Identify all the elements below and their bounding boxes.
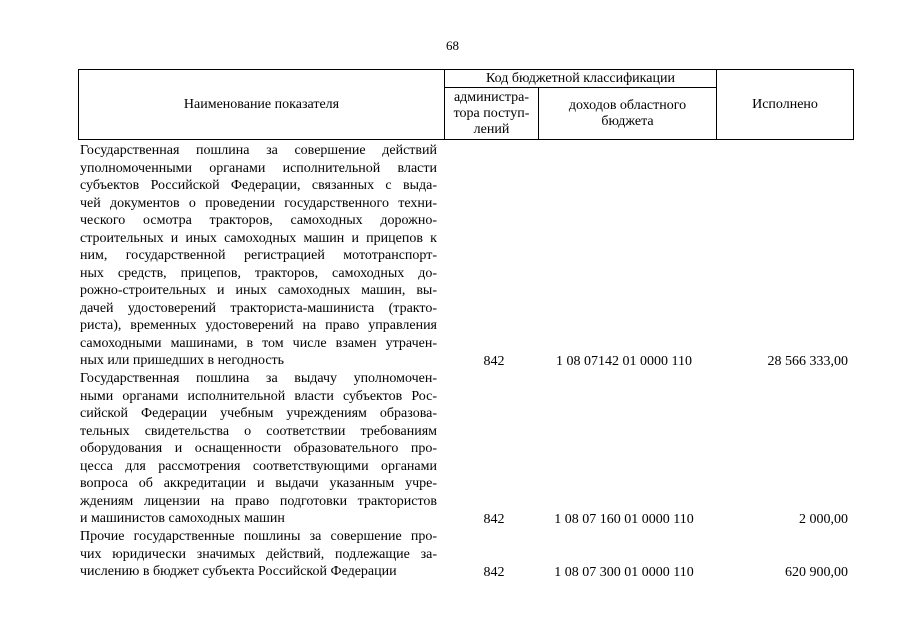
admin-code: 842: [483, 511, 505, 527]
revenue-code: 1 08 07 160 01 0000 110: [554, 511, 694, 527]
description-line: ческого осмотра тракторов, самоходных дорожно-: [80, 213, 437, 228]
header-name-col: Наименование показателя: [183, 96, 340, 112]
header-admin-col: [445, 88, 538, 139]
row-description: [80, 142, 437, 370]
table-row: [0, 142, 905, 370]
description-line: вопроса об аккредитации и выдачи указанным учре-: [80, 476, 437, 491]
description-line: ним, государственной регистрацией мототранспорт-: [80, 248, 437, 263]
description-line: Прочие государственные пошлины за совершение про-: [80, 529, 437, 544]
description-line: и машинистов самоходных машин: [80, 511, 285, 526]
header-revenue-line: бюджета: [601, 113, 654, 129]
description-line: рожно-строительных и иных самоходных машин, вы-: [80, 283, 437, 298]
description-line: Государственная пошлина за совершение действий: [80, 143, 437, 158]
header-budget-code-group: Код бюджетной классификации: [486, 70, 675, 86]
header-executed-col: Исполнено: [752, 96, 818, 112]
executed-value: 2 000,00: [799, 511, 848, 527]
table-row: [0, 370, 905, 528]
header-right-border: [853, 69, 854, 140]
description-line: цесса для рассмотрения соответствующими органами: [80, 458, 437, 474]
description-line: ными органами исполнительной власти субъектов Рос-: [80, 388, 437, 404]
revenue-code: 1 08 07 300 01 0000 110: [554, 564, 694, 580]
description-line: строительных и иных самоходных машин и прицепов к: [80, 230, 437, 246]
header-admin-line: администра-: [453, 89, 530, 105]
admin-code: 842: [483, 353, 505, 369]
header-admin-line: лений: [473, 121, 510, 137]
table-row: [0, 528, 905, 581]
description-line: субъектов Российской Федерации, связанных с выда-: [80, 178, 437, 193]
description-line: чих юридически значимых действий, подлежащие за-: [80, 546, 437, 562]
header-revenue-line: доходов областного: [568, 97, 687, 113]
revenue-code: 1 08 07142 01 0000 110: [556, 353, 692, 369]
row-description: [80, 528, 437, 581]
header-revenue-col: [539, 88, 716, 139]
header-bottom-border: [78, 139, 854, 140]
description-line: сийской Федерации учебным учреждениям образова-: [80, 406, 437, 421]
executed-value: 620 900,00: [785, 564, 848, 580]
executed-value: 28 566 333,00: [767, 353, 848, 369]
description-line: ных средств, прицепов, тракторов, самоходных до-: [80, 265, 437, 281]
description-line: чей документов о проведении государственного техни-: [80, 195, 437, 211]
description-line: дачей удостоверений тракториста-машиниста (тракто-: [80, 300, 437, 316]
description-line: ных или пришедших в негодность: [80, 353, 285, 368]
table-header: [78, 69, 854, 140]
description-line: числению в бюджет субъекта Российской Федерации: [80, 564, 397, 579]
page-number: 68: [446, 38, 459, 53]
description-line: Государственная пошлина за выдачу уполномочен-: [80, 371, 437, 386]
description-line: самоходными машинами, в том числе взамен утрачен-: [80, 335, 437, 351]
admin-code: 842: [483, 564, 505, 580]
description-line: тельных свидетельства о соответствии требованиям: [80, 423, 437, 439]
description-line: ждениям лицензии на право подготовки трактористов: [80, 493, 437, 509]
description-line: риста), временных удостоверений на право управления: [80, 318, 437, 333]
description-line: уполномоченными органами исполнительной власти: [80, 160, 437, 176]
description-line: оборудования и оснащенности образовательного про-: [80, 441, 437, 456]
header-admin-line: тора поступ-: [453, 105, 530, 121]
row-description: [80, 370, 437, 528]
